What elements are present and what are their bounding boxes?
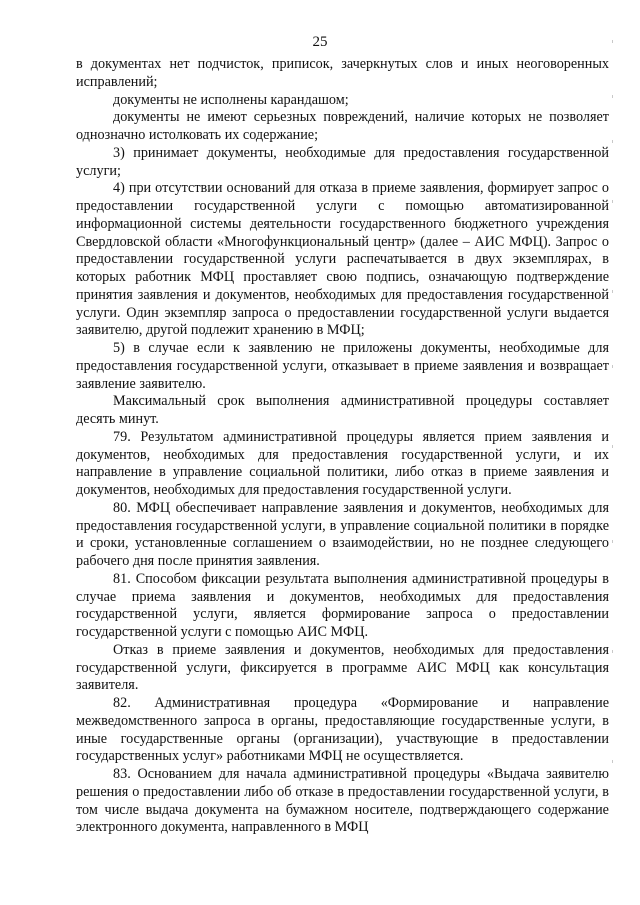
edge-mark bbox=[612, 200, 613, 203]
paragraph-max-time: Максимальный срок выполнения административной процедуры составляет десять минут. bbox=[76, 393, 609, 427]
paragraph-79: 79. Результатом административной процедуры является прием заявления и документов, необходимых для предоставления государственной услуги, и их направление в управление социальной политики, либо отказ в приеме заявления и документов, необходимых для предоставления государственной услуги. bbox=[76, 428, 609, 498]
paragraph-83: 83. Основанием для начала административной процедуры «Выдача заявителю решения о предоставлении либо об отказе в предоставлении государственной услуги, в том числе выдача документа на бумажном носителе, подтверждающего содержание электронного документа, направленного в МФЦ bbox=[76, 766, 609, 836]
paragraph-80: 80. МФЦ обеспечивает направление заявления и документов, необходимых для предоставления государственной услуги, в управление социальной политики в порядке и сроки, установленные соглашением о взаимодействии, но не позднее следующего рабочего дня после принятия заявления. bbox=[76, 499, 609, 569]
paragraph-item-5: 5) в случае если к заявлению не приложены документы, необходимые для предоставления государственной услуги, отказывает в приеме заявления и возвращает заявление заявителю. bbox=[76, 340, 609, 392]
paragraph-no-erasures: в документах нет подчисток, приписок, зачеркнутых слов и иных неоговоренных исправлений; bbox=[76, 56, 609, 90]
edge-mark bbox=[612, 40, 613, 43]
paragraph-item-3: 3) принимает документы, необходимые для предоставления государственной услуги; bbox=[76, 144, 609, 179]
edge-mark bbox=[612, 365, 613, 368]
edge-mark bbox=[612, 760, 613, 763]
edge-mark bbox=[612, 540, 613, 543]
edge-mark bbox=[612, 140, 613, 143]
paragraph-no-pencil: документы не исполнены карандашом; bbox=[113, 91, 349, 108]
edge-mark bbox=[612, 95, 613, 98]
paragraph-81: 81. Способом фиксации результата выполнения административной процедуры в случае приема заявления и документов, необходимых для предоставления государственной услуги, является формирование запроса о предоставлении государственной услуги с помощью АИС МФЦ. bbox=[76, 570, 609, 640]
scan-edge-marks bbox=[612, 40, 616, 840]
edge-mark bbox=[612, 650, 613, 653]
document-body bbox=[76, 56, 609, 837]
paragraph-item-4: 4) при отсутствии оснований для отказа в приеме заявления, формирует запрос о предоставлении государственной услуги с помощью автоматизированной информационной системы деятельности государственного бюджетного учреждения Свердловской области «Многофункциональный центр» (далее – АИС МФЦ). Запрос о предоставлении государственной услуги распечатывается в двух экземплярах, в которых работник МФЦ проставляет свою подпись, означающую подтверждение принятия заявления и документов, необходимых для предоставления государственной услуги. Один экземпляр запроса о предоставлении государственной услуги выдается заявителю, другой подлежит хранению в МФЦ; bbox=[76, 180, 609, 339]
paragraph-no-damage: документы не имеют серьезных повреждений, наличие которых не позволяет однозначно истолковать их содержание; bbox=[76, 109, 609, 143]
edge-mark bbox=[612, 290, 613, 293]
paragraph-82: 82. Административная процедура «Формирование и направление межведомственного запроса в органы, предоставляющие государственные услуги, в иные государственные органы (организации), участвующие в предоставлении государственных услуг» работниками МФЦ не осуществляется. bbox=[76, 695, 609, 765]
paragraph-refusal: Отказ в приеме заявления и документов, необходимых для предоставления государственной услуги, фиксируется в программе АИС МФЦ как консультация заявителя. bbox=[76, 641, 609, 694]
page-number: 25 bbox=[312, 34, 328, 50]
edge-mark bbox=[612, 445, 613, 448]
